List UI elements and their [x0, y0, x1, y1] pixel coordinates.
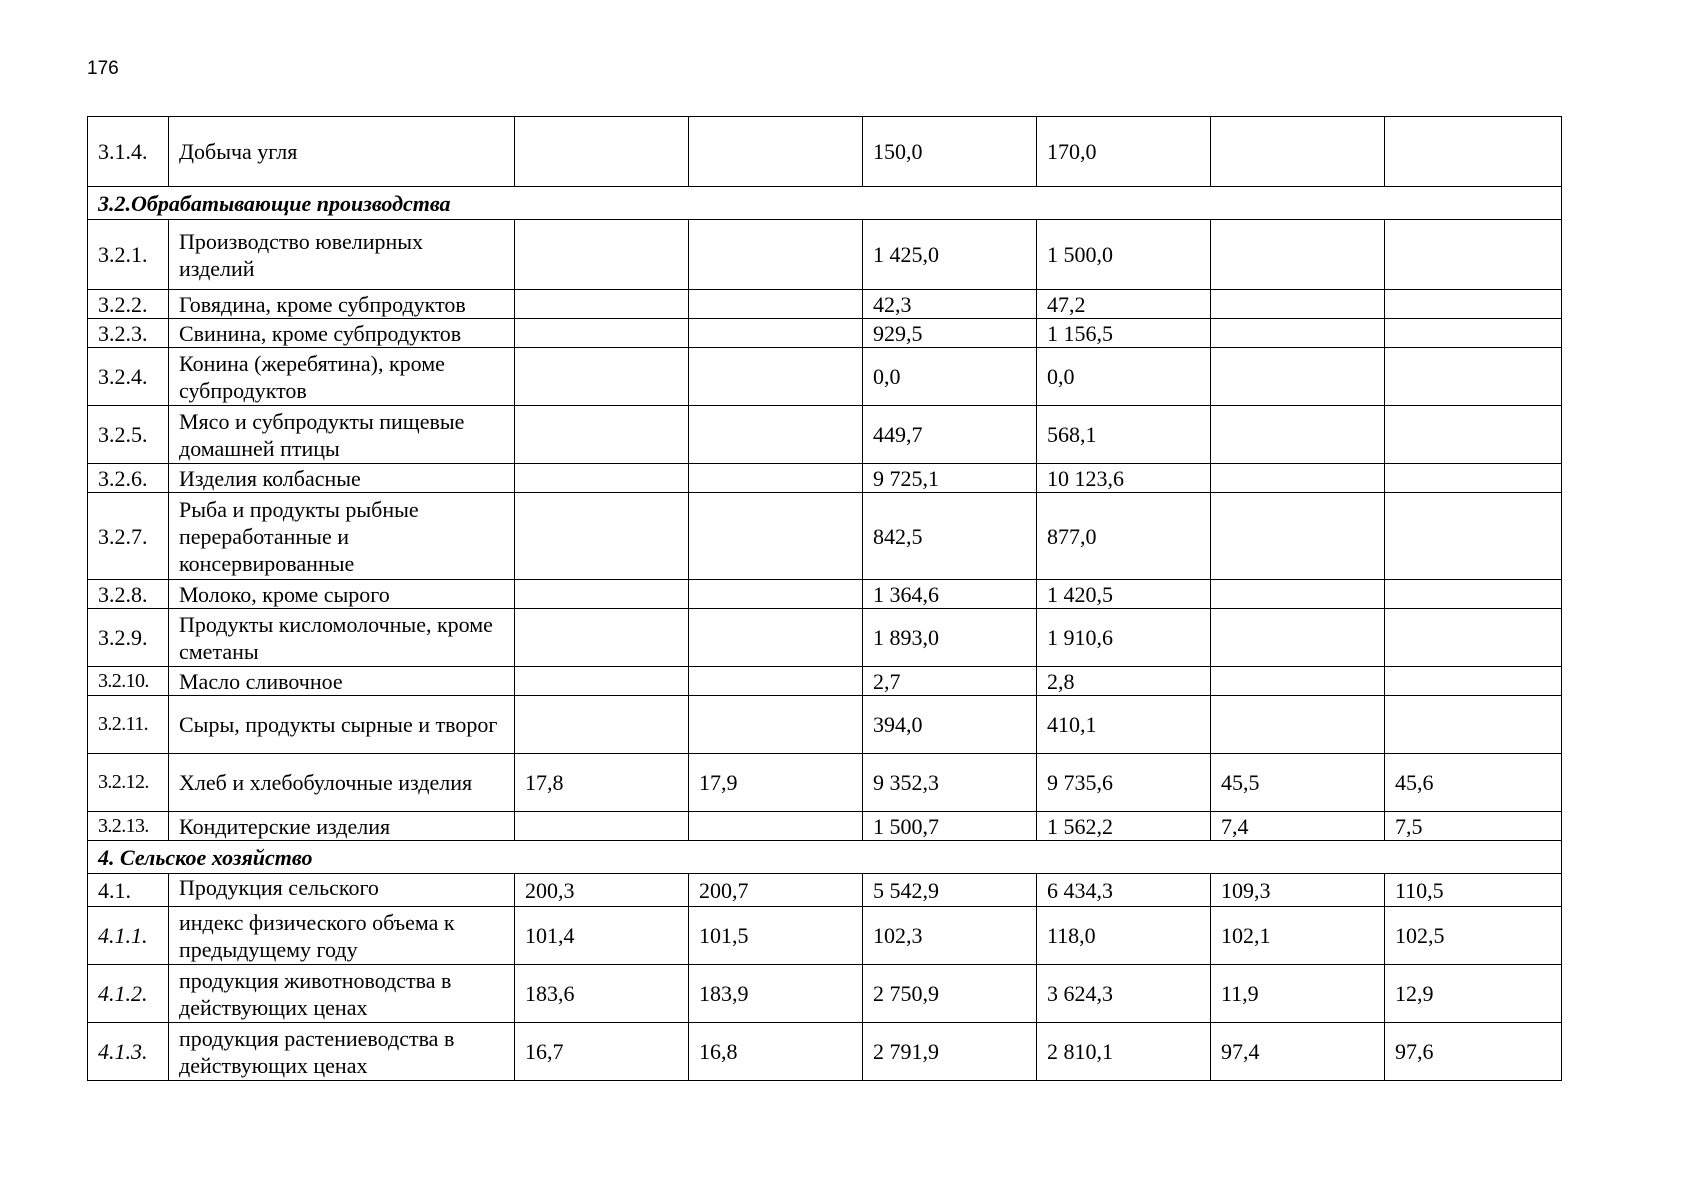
value-cell: 1 500,7: [863, 812, 1037, 841]
value-cell: 9 735,6: [1037, 754, 1211, 812]
row-code: 4.1.3.: [88, 1023, 169, 1081]
table-row: [88, 319, 1562, 348]
value-cell: [1385, 117, 1562, 187]
value-cell: [515, 117, 689, 187]
row-code: 3.2.12.: [88, 754, 169, 812]
value-cell: 110,5: [1385, 874, 1562, 907]
section-row: [88, 841, 1562, 874]
value-cell: [1385, 348, 1562, 406]
row-name: Конина (жеребятина), кроме субпродуктов: [169, 348, 515, 406]
value-cell: 118,0: [1037, 907, 1211, 965]
value-cell: 101,5: [689, 907, 863, 965]
value-cell: 10 123,6: [1037, 464, 1211, 493]
value-cell: [1211, 348, 1385, 406]
table-row: [88, 667, 1562, 696]
value-cell: 183,9: [689, 965, 863, 1023]
row-code: 3.2.6.: [88, 464, 169, 493]
table-row: [88, 965, 1562, 1023]
value-cell: 1 364,6: [863, 580, 1037, 609]
value-cell: [1385, 667, 1562, 696]
value-cell: 170,0: [1037, 117, 1211, 187]
value-cell: 102,5: [1385, 907, 1562, 965]
value-cell: 2 791,9: [863, 1023, 1037, 1081]
value-cell: 2 750,9: [863, 965, 1037, 1023]
row-name: Свинина, кроме субпродуктов: [169, 319, 515, 348]
value-cell: 150,0: [863, 117, 1037, 187]
value-cell: 7,4: [1211, 812, 1385, 841]
value-cell: 11,9: [1211, 965, 1385, 1023]
value-cell: 2,7: [863, 667, 1037, 696]
table-row: [88, 907, 1562, 965]
value-cell: [1211, 406, 1385, 464]
value-cell: 1 893,0: [863, 609, 1037, 667]
value-cell: 45,6: [1385, 754, 1562, 812]
value-cell: [689, 667, 863, 696]
value-cell: 1 500,0: [1037, 220, 1211, 290]
value-cell: 0,0: [863, 348, 1037, 406]
value-cell: [689, 696, 863, 754]
row-name: Кондитерские изделия: [169, 812, 515, 841]
value-cell: [1211, 464, 1385, 493]
value-cell: [689, 609, 863, 667]
row-code: 3.2.4.: [88, 348, 169, 406]
value-cell: [515, 348, 689, 406]
table-row: [88, 493, 1562, 580]
value-cell: [689, 493, 863, 580]
value-cell: [1385, 696, 1562, 754]
row-name: Мясо и субпродукты пищевые домашней птицы: [169, 406, 515, 464]
row-code: 3.2.7.: [88, 493, 169, 580]
row-code: 3.2.8.: [88, 580, 169, 609]
value-cell: [1385, 609, 1562, 667]
value-cell: [689, 464, 863, 493]
row-code: 4.1.2.: [88, 965, 169, 1023]
value-cell: 97,6: [1385, 1023, 1562, 1081]
value-cell: 183,6: [515, 965, 689, 1023]
value-cell: [1385, 464, 1562, 493]
row-code: 3.2.13.: [88, 812, 169, 841]
value-cell: 929,5: [863, 319, 1037, 348]
value-cell: 102,3: [863, 907, 1037, 965]
value-cell: [515, 464, 689, 493]
data-table: [87, 116, 1562, 1081]
value-cell: 16,8: [689, 1023, 863, 1081]
value-cell: 5 542,9: [863, 874, 1037, 907]
row-code: 3.1.4.: [88, 117, 169, 187]
value-cell: 1 910,6: [1037, 609, 1211, 667]
row-name: Рыба и продукты рыбные переработанные и консервированные: [169, 493, 515, 580]
value-cell: 17,8: [515, 754, 689, 812]
value-cell: [1385, 319, 1562, 348]
table-row: [88, 1023, 1562, 1081]
value-cell: 568,1: [1037, 406, 1211, 464]
table-row: [88, 220, 1562, 290]
row-code: 3.2.1.: [88, 220, 169, 290]
row-code: 3.2.3.: [88, 319, 169, 348]
value-cell: [1211, 493, 1385, 580]
value-cell: [689, 220, 863, 290]
value-cell: [1211, 220, 1385, 290]
row-code: 3.2.9.: [88, 609, 169, 667]
table-row: [88, 609, 1562, 667]
value-cell: [515, 319, 689, 348]
section-heading: 4. Сельское хозяйство: [88, 841, 1562, 874]
row-code: 3.2.11.: [88, 696, 169, 754]
row-name: Производство ювелирных изделий: [169, 220, 515, 290]
table-row: [88, 406, 1562, 464]
value-cell: 200,3: [515, 874, 689, 907]
value-cell: 0,0: [1037, 348, 1211, 406]
value-cell: [1211, 696, 1385, 754]
value-cell: 7,5: [1385, 812, 1562, 841]
value-cell: 1 420,5: [1037, 580, 1211, 609]
row-code: 3.2.2.: [88, 290, 169, 319]
table-row: [88, 117, 1562, 187]
value-cell: 101,4: [515, 907, 689, 965]
value-cell: 1 156,5: [1037, 319, 1211, 348]
value-cell: 109,3: [1211, 874, 1385, 907]
row-name: Говядина, кроме субпродуктов: [169, 290, 515, 319]
section-heading: 3.2.Обрабатывающие производства: [88, 187, 1562, 220]
value-cell: [1211, 319, 1385, 348]
value-cell: 16,7: [515, 1023, 689, 1081]
value-cell: 842,5: [863, 493, 1037, 580]
value-cell: [1385, 406, 1562, 464]
value-cell: [1211, 609, 1385, 667]
value-cell: [515, 580, 689, 609]
row-name: Сыры, продукты сырные и творог: [169, 696, 515, 754]
row-name: Масло сливочное: [169, 667, 515, 696]
table-row: [88, 464, 1562, 493]
value-cell: 102,1: [1211, 907, 1385, 965]
table-row: [88, 348, 1562, 406]
row-name: Изделия колбасные: [169, 464, 515, 493]
value-cell: 394,0: [863, 696, 1037, 754]
value-cell: 42,3: [863, 290, 1037, 319]
value-cell: 2,8: [1037, 667, 1211, 696]
value-cell: [689, 580, 863, 609]
value-cell: [515, 667, 689, 696]
value-cell: 6 434,3: [1037, 874, 1211, 907]
row-name: Молоко, кроме сырого: [169, 580, 515, 609]
row-code: 4.1.: [88, 874, 169, 907]
value-cell: [515, 290, 689, 319]
value-cell: [689, 319, 863, 348]
value-cell: [689, 348, 863, 406]
value-cell: [515, 812, 689, 841]
value-cell: [689, 290, 863, 319]
value-cell: [689, 406, 863, 464]
value-cell: [1385, 580, 1562, 609]
value-cell: [1211, 580, 1385, 609]
value-cell: [515, 406, 689, 464]
value-cell: 47,2: [1037, 290, 1211, 319]
value-cell: [515, 696, 689, 754]
value-cell: 410,1: [1037, 696, 1211, 754]
value-cell: 3 624,3: [1037, 965, 1211, 1023]
table-row: [88, 812, 1562, 841]
section-row: [88, 187, 1562, 220]
value-cell: [515, 220, 689, 290]
row-name: Продукция сельского: [169, 874, 515, 907]
value-cell: [515, 609, 689, 667]
table-row: [88, 874, 1562, 907]
row-name: Добыча угля: [169, 117, 515, 187]
table-row: [88, 580, 1562, 609]
value-cell: [689, 812, 863, 841]
row-name: индекс физического объема к предыдущему году: [169, 907, 515, 965]
value-cell: 1 562,2: [1037, 812, 1211, 841]
value-cell: [1211, 290, 1385, 319]
value-cell: [689, 117, 863, 187]
value-cell: 200,7: [689, 874, 863, 907]
value-cell: 9 352,3: [863, 754, 1037, 812]
value-cell: [1211, 117, 1385, 187]
row-name: Хлеб и хлебобулочные изделия: [169, 754, 515, 812]
row-name: продукция животноводства в действующих ценах: [169, 965, 515, 1023]
page-number: 176: [87, 58, 119, 79]
row-name: продукция растениеводства в действующих ценах: [169, 1023, 515, 1081]
value-cell: 12,9: [1385, 965, 1562, 1023]
value-cell: 45,5: [1211, 754, 1385, 812]
value-cell: 877,0: [1037, 493, 1211, 580]
value-cell: 449,7: [863, 406, 1037, 464]
value-cell: [1385, 493, 1562, 580]
row-name: Продукты кисломолочные, кроме сметаны: [169, 609, 515, 667]
value-cell: 97,4: [1211, 1023, 1385, 1081]
value-cell: 2 810,1: [1037, 1023, 1211, 1081]
value-cell: [515, 493, 689, 580]
value-cell: [1385, 290, 1562, 319]
table-row: [88, 754, 1562, 812]
row-code: 3.2.5.: [88, 406, 169, 464]
table-row: [88, 290, 1562, 319]
value-cell: 9 725,1: [863, 464, 1037, 493]
value-cell: [1385, 220, 1562, 290]
value-cell: 17,9: [689, 754, 863, 812]
table-row: [88, 696, 1562, 754]
row-code: 4.1.1.: [88, 907, 169, 965]
value-cell: 1 425,0: [863, 220, 1037, 290]
row-code: 3.2.10.: [88, 667, 169, 696]
value-cell: [1211, 667, 1385, 696]
